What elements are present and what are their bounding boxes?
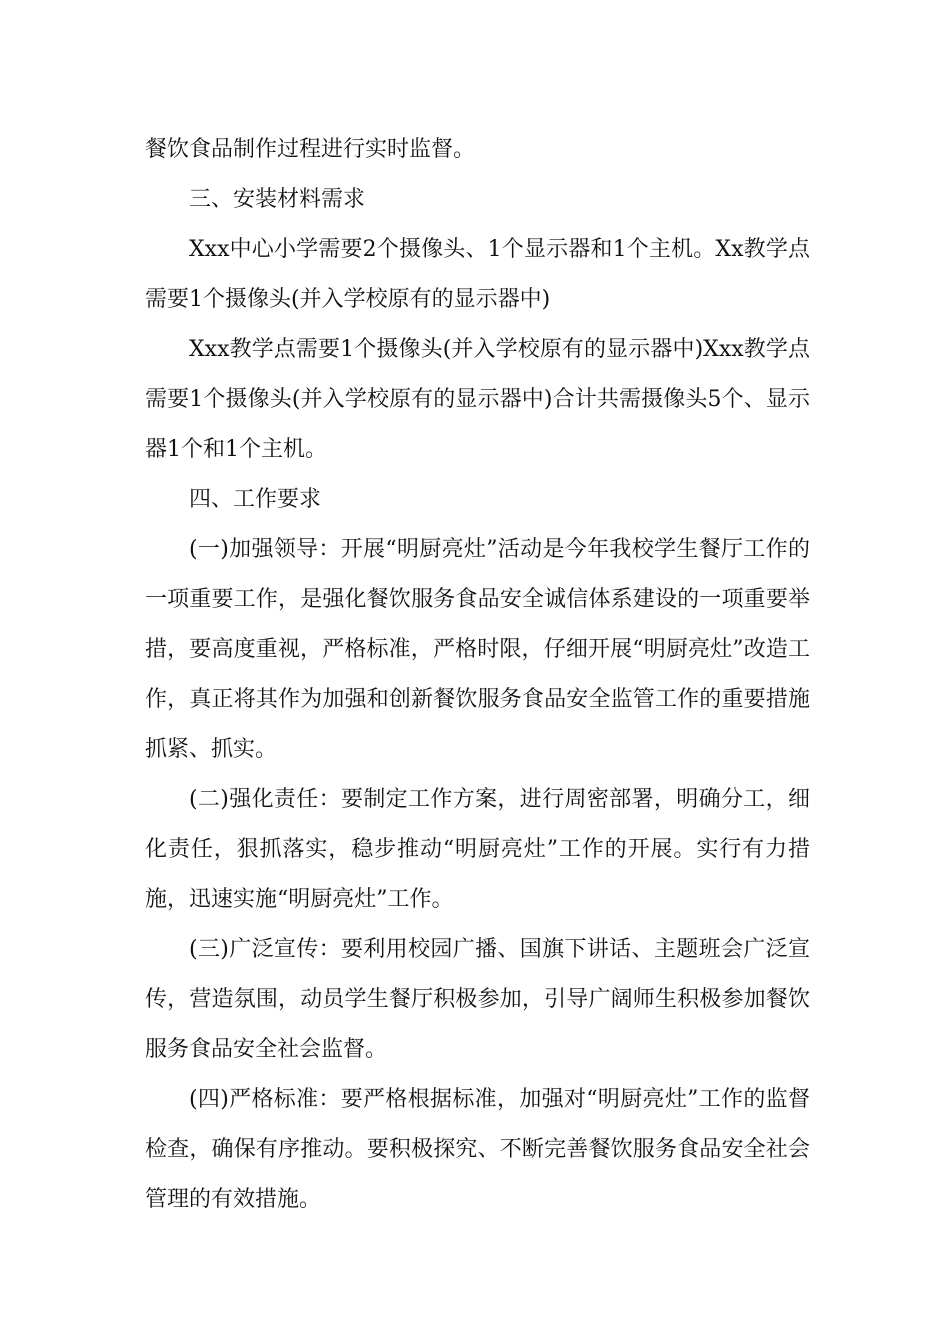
paragraph-materials-1: Xxx中心小学需要2个摄像头、1个显示器和1个主机。Xx教学点需要1个摄像头(并入学校原有的显示器中)	[145, 237, 810, 312]
section-heading-materials: 三、安装材料需求	[189, 187, 366, 212]
paragraph-materials-2: Xxx教学点需要1个摄像头(并入学校原有的显示器中)Xxx教学点需要1个摄像头(并入学校原有的显示器中)合计共需摄像头5个、显示器1个和1个主机。	[145, 337, 810, 462]
paragraph-requirement-standards: (四)严格标准：要严格根据标准，加强对“明厨亮灶”工作的监督检查，确保有序推动。要积极探究、不断完善餐饮服务食品安全社会管理的有效措施。	[145, 1087, 810, 1212]
document-body	[145, 125, 810, 1225]
paragraph-requirement-responsibility: (二)强化责任：要制定工作方案，进行周密部署，明确分工，细化责任，狠抓落实，稳步推动“明厨亮灶”工作的开展。实行有力措施，迅速实施“明厨亮灶”工作。	[145, 787, 810, 912]
section-heading-requirements: 四、工作要求	[189, 487, 322, 512]
paragraph-continuation: 餐饮食品制作过程进行实时监督。	[145, 137, 476, 162]
paragraph-requirement-leadership: (一)加强领导：开展“明厨亮灶”活动是今年我校学生餐厅工作的一项重要工作，是强化餐饮服务食品安全诚信体系建设的一项重要举措，要高度重视，严格标准，严格时限，仔细开展“明厨亮灶”改造工作，真正将其作为加强和创新餐饮服务食品安全监管工作的重要措施抓紧、抓实。	[145, 537, 810, 762]
paragraph-requirement-publicity: (三)广泛宣传：要利用校园广播、国旗下讲话、主题班会广泛宣传，营造氛围，动员学生餐厅积极参加，引导广阔师生积极参加餐饮服务食品安全社会监督。	[145, 937, 810, 1062]
